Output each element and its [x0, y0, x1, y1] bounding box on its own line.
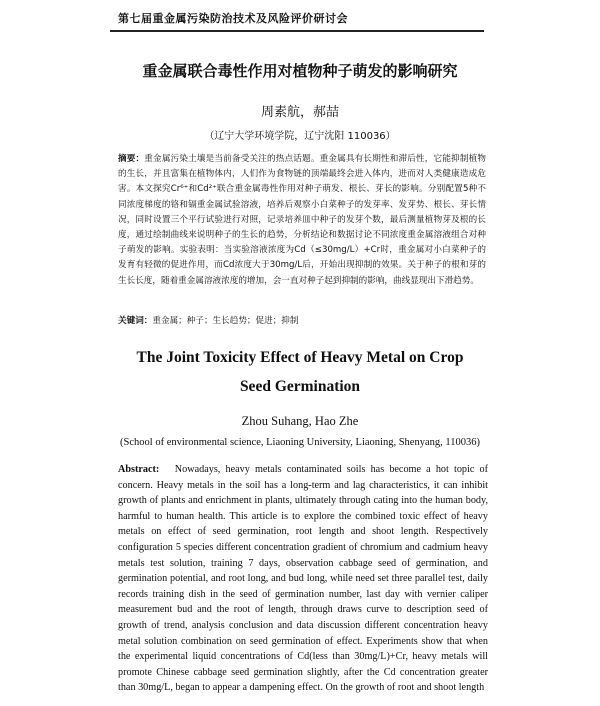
chinese-abstract-text: 重金属污染土壤是当前备受关注的热点话题。重金属具有长期性和滞后性，它能抑制植物的生长，并且富集在植物体内，人们作为食物链的顶端最终会进入体内，进而对人类健康造成危害。本文探究Cr⁶⁺和Cd²⁺联合重金属毒性作用对种子萌发、根长、芽长的影响。分别配置5种不同浓度梯度的铬和镉重金属试验溶液，培养后观察小白菜种子的发芽率、发芽势、根长、芽长情况，同时设置三个平行试验进行对照，记录培养皿中种子的发芽个数，最后测量植物芽及根的长度，通过绘制曲线来说明种子的生长的趋势，分析结论和数据讨论不同浓度重金属溶液组合对种子萌发的影响。实验表明：当实验溶液浓度为Cd（≤30mg/L）+Cr时，重金属对小白菜种子的发育有轻微的促进作用，而Cd浓度大于30mg/L后，开始出现抑制的效果。关于种子的根和芽的生长长度，随着重金属溶液浓度的增加，会一直对种子起到抑制的影响，曲线显现出下滑趋势。: [118, 154, 486, 286]
chinese-title: 重金属联合毒性作用对植物种子萌发的影响研究: [142, 62, 458, 80]
chinese-keywords: [118, 314, 486, 326]
chinese-abstract-label: 摘要：: [118, 154, 145, 164]
english-abstract-label: Abstract:: [118, 464, 160, 475]
header-rule: [110, 30, 484, 32]
english-affiliation: (School of environmental science, Liaoning University, Liaoning, Shenyang, 110036): [120, 437, 480, 448]
chinese-affiliation: （辽宁大学环境学院，辽宁沈阳 110036）: [204, 131, 396, 142]
chinese-authors: 周素航，郝喆: [260, 105, 339, 120]
running-header: 第七届重金属污染防治技术及风险评价研讨会: [118, 12, 348, 25]
english-title-line1: The Joint Toxicity Effect of Heavy Metal on Crop: [136, 349, 464, 366]
english-title-line2: Seed Germination: [239, 378, 361, 395]
chinese-keywords-text: 重金属；种子；生长趋势；促进；抑制: [152, 316, 299, 326]
english-authors: Zhou Suhang, Hao Zhe: [241, 414, 359, 428]
chinese-abstract: [118, 152, 486, 289]
english-abstract-text: Nowadays, heavy metals contaminated soils has become a hot topic of concern. Heavy metals in the soil has a long-term and lag characteristics, it can inhibit growth of plants and enrichment in plants, ultimately through cating into the human body, harmful to human health. This article is to explore the combined toxic effect of heavy metals on effect of seed germination, root length and shoot length. Respectively configuration 5 species different concentration gradient of chromium and cadmium heavy metals test solution, training 7 days, observation cabbage seed of germination, and germination potential, and root long, and bud long, while need set three parallel test, daily records training dish in the seed of germination number, last day with vernier caliper measurement bud and the root of length, through draws curve to description seed of growth of trend, analysis conclusion and data discussion different concentration heavy metal solution combination on seed germination of effect. Experiments show that when the experimental liquid concentrations of Cd(less than 30mg/L)+Cr, heavy metals will promote Chinese cabbage seed germination slightly, after the Cd concentration greater than 30mg/L, began to appear a dampening effect. On the growth of root and shoot length: [118, 464, 489, 694]
english-abstract: [118, 462, 488, 696]
english-title: [0, 343, 600, 401]
chinese-keywords-label: 关键词：: [118, 316, 153, 326]
